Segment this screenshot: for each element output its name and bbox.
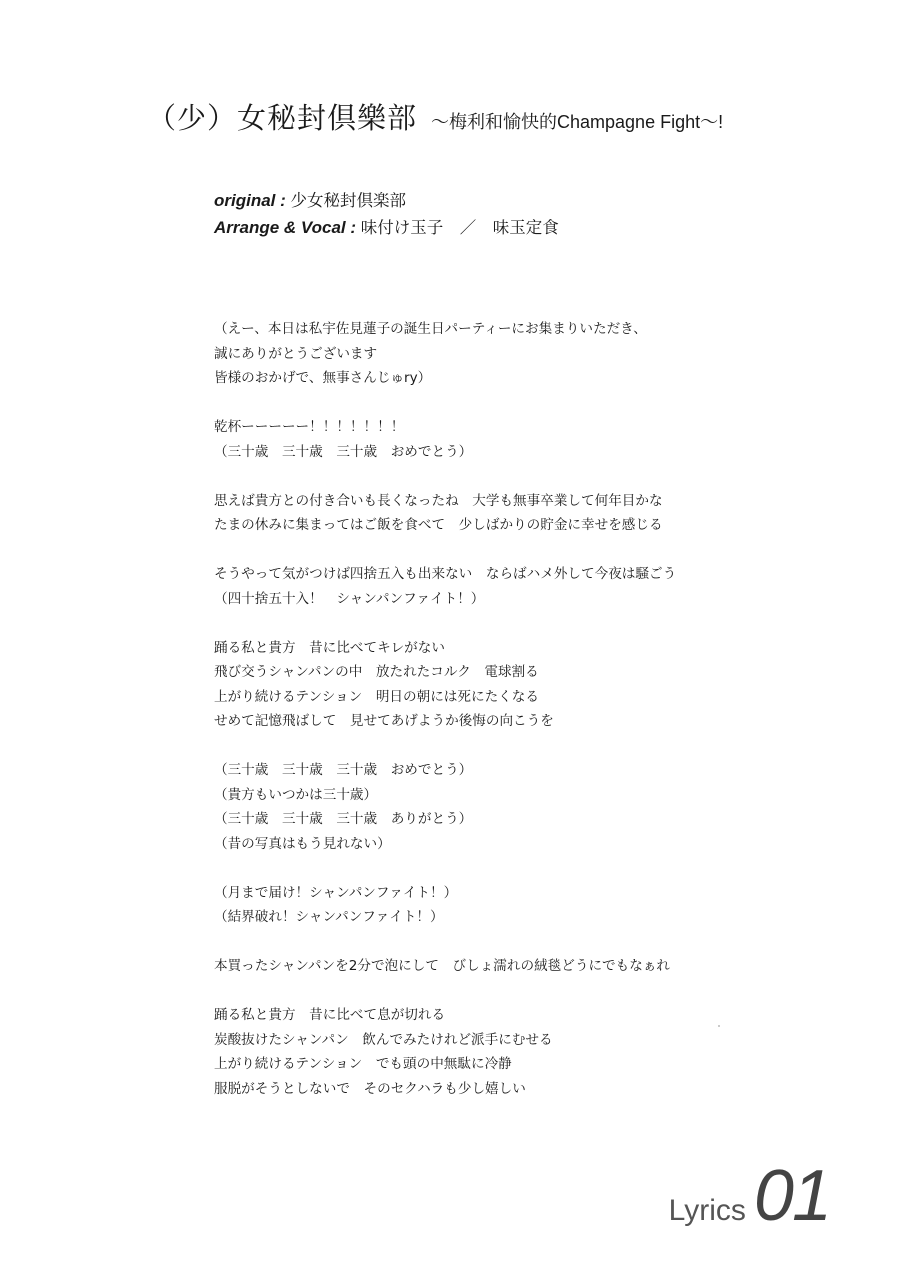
credit-arrange-vocal [214, 214, 559, 241]
lyric-line: （三十歳 三十歳 三十歳 おめでとう） [214, 762, 473, 778]
lyric-line: （結界破れ！シャンパンファイト！） [214, 909, 444, 925]
lyric-line: （貴方もいつかは三十歳） [214, 786, 378, 803]
title-row [147, 96, 723, 137]
lyric-line: 上がり続けるテンション 明日の朝には死にたくなる [214, 688, 539, 705]
lyric-line: 思えば貴方との付き合いも長くなったね 大学も無事卒業して何年目かな [214, 492, 663, 509]
credit-label: Arrange & Vocal : [214, 218, 361, 237]
page-number: 01 [753, 1156, 830, 1236]
lyric-stanza [214, 1003, 854, 1101]
lyric-line: （えー、本日は私宇佐見蓮子の誕生日パーティーにお集まりいただき、 [214, 321, 647, 337]
lyric-line: （四十捨五十入！ シャンパンファイト！） [214, 590, 485, 607]
lyric-line: 炭酸抜けたシャンパン 飲んでみたけれど派手にむせる [214, 1031, 553, 1048]
lyric-stanza [214, 954, 854, 979]
lyric-stanza [214, 489, 854, 538]
song-subtitle: ～梅利和愉快的Champagne Fight～! [431, 112, 724, 132]
lyric-line: せめて記憶飛ばして 見せてあげようか後悔の向こうを [214, 713, 554, 729]
lyric-line: （月まで届け！シャンパンファイト！） [214, 884, 458, 901]
lyric-line: 踊る私と貴方 昔に比べて息が切れる [214, 1007, 446, 1023]
lyric-line: （三十歳 三十歳 三十歳 おめでとう） [214, 443, 473, 460]
footer-label: Lyrics [668, 1194, 746, 1227]
song-title: （少）女秘封倶樂部 [147, 101, 418, 135]
lyric-stanza [214, 317, 854, 391]
credits-block [214, 187, 559, 241]
lyric-line: 服脱がそうとしないで そのセクハラも少し嬉しい [214, 1080, 526, 1097]
lyric-line: そうやって気がつけば四捨五入も出来ない ならばハメ外して今夜は騒ごう [214, 566, 677, 582]
lyric-line: （昔の写真はもう見れない） [214, 835, 391, 852]
lyric-line: 皆様のおかげで、無事さんじゅry） [214, 370, 432, 386]
lyrics-body [214, 317, 854, 1126]
lyric-line: 上がり続けるテンション でも頭の中無駄に冷静 [214, 1056, 512, 1072]
credit-value: 味付け玉子 ／ 味玉定食 [360, 218, 559, 237]
speck [718, 1025, 720, 1027]
lyric-line: 乾杯ーーーーー！！！！！！！ [214, 419, 405, 435]
lyric-stanza [214, 881, 854, 930]
lyric-line: （三十歳 三十歳 三十歳 ありがとう） [214, 811, 473, 827]
credit-value: 少女秘封倶楽部 [290, 191, 406, 210]
page-footer [668, 1156, 830, 1236]
lyric-line: たまの休みに集まってはご飯を食べて 少しばかりの貯金に幸せを感じる [214, 517, 663, 533]
lyric-stanza [214, 758, 854, 856]
lyric-line: 誠にありがとうございます [214, 345, 378, 362]
credit-original [214, 187, 559, 214]
lyric-stanza [214, 415, 854, 464]
lyric-stanza [214, 636, 854, 734]
lyric-line: 本買ったシャンパンを2分で泡にして びしょ濡れの絨毯どうにでもなぁれ [214, 958, 671, 974]
lyric-line: 踊る私と貴方 昔に比べてキレがない [214, 639, 445, 656]
lyric-line: 飛び交うシャンパンの中 放たれたコルク 電球割る [214, 664, 539, 680]
lyric-stanza [214, 562, 854, 611]
credit-label: original : [214, 191, 291, 210]
